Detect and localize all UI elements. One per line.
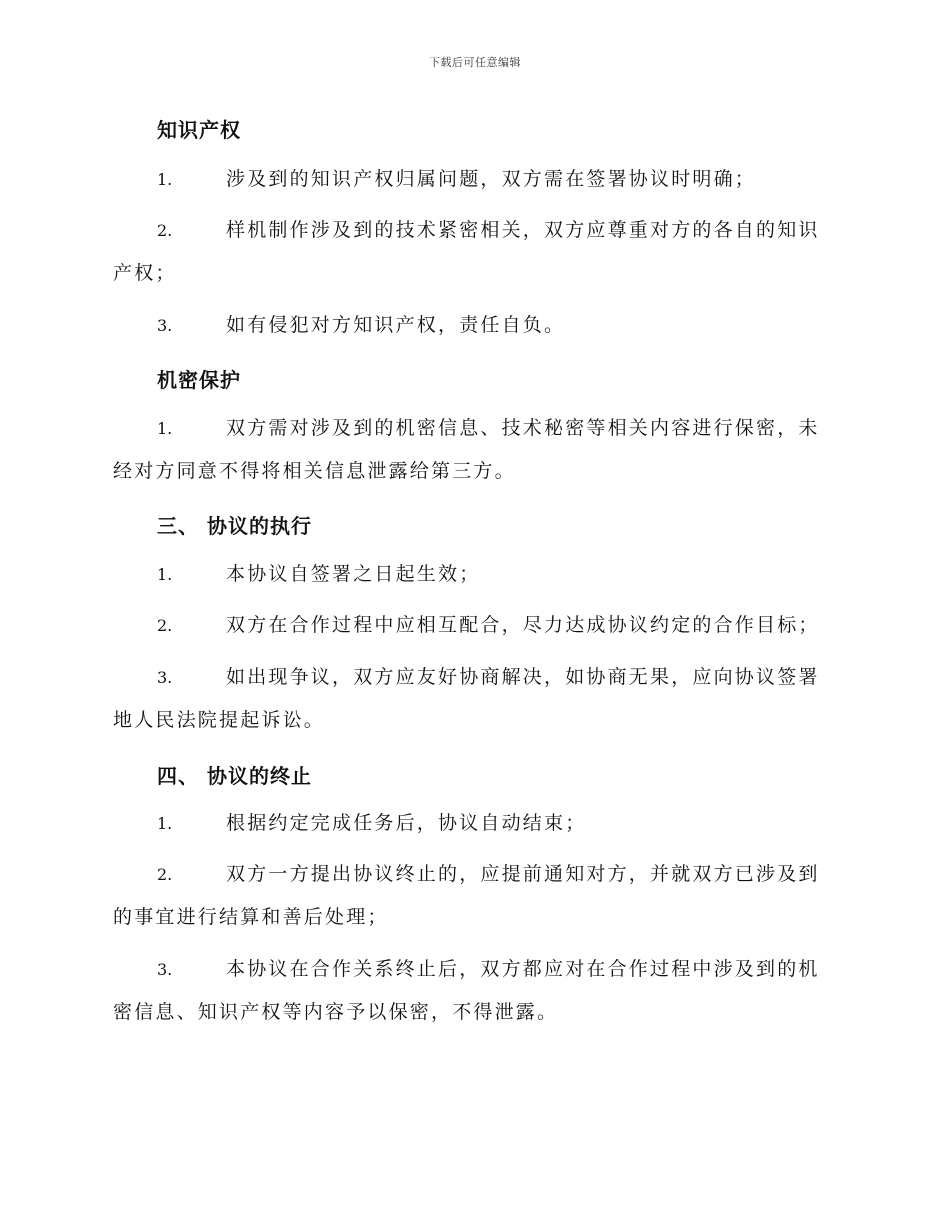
clause-ip-1 xyxy=(113,158,838,201)
clause-number: 3. xyxy=(157,960,173,979)
clause-number: 1. xyxy=(157,565,173,584)
clause-term-2 xyxy=(113,853,838,938)
clause-number: 2. xyxy=(157,616,173,635)
clause-number: 3. xyxy=(157,668,173,687)
clause-exec-1 xyxy=(113,553,838,596)
clause-text: 双方需对涉及到的机密信息、技术秘密等相关内容进行保密，未经对方同意不得将相关信息泄露给第三方。 xyxy=(113,417,820,482)
section-heading-execution: 三、 协议的执行 xyxy=(157,514,312,538)
clause-text: 双方在合作过程中应相互配合，尽力达成协议约定的合作目标； xyxy=(226,614,820,636)
clause-ip-2 xyxy=(113,209,838,294)
clause-number: 1. xyxy=(157,814,173,833)
clause-exec-3 xyxy=(113,656,838,741)
section-heading-ip: 知识产权 xyxy=(157,118,241,142)
clause-number: 1. xyxy=(157,419,173,438)
clause-text: 样机制作涉及到的技术紧密相关，双方应尊重对方的各自的知识产权； xyxy=(113,219,820,284)
clause-number: 2. xyxy=(157,221,173,240)
clause-text: 本协议在合作关系终止后，双方都应对在合作过程中涉及到的机密信息、知识产权等内容予以保密，不得泄露。 xyxy=(113,958,820,1023)
clause-term-3 xyxy=(113,948,838,1033)
clause-text: 双方一方提出协议终止的，应提前通知对方，并就双方已涉及到的事宜进行结算和善后处理； xyxy=(113,863,820,928)
clause-text: 如出现争议，双方应友好协商解决，如协商无果，应向协议签署地人民法院提起诉讼。 xyxy=(113,666,820,731)
clause-text: 根据约定完成任务后，协议自动结束； xyxy=(226,812,587,834)
clause-text: 涉及到的知识产权归属问题，双方需在签署协议时明确； xyxy=(226,168,757,190)
clause-text: 本协议自签署之日起生效； xyxy=(226,563,481,585)
section-heading-termination: 四、 协议的终止 xyxy=(157,764,312,788)
clause-text: 如有侵犯对方知识产权，责任自负。 xyxy=(226,314,566,336)
clause-exec-2 xyxy=(113,604,838,647)
clause-number: 2. xyxy=(157,865,173,884)
clause-conf-1 xyxy=(113,407,838,492)
page-header: 下载后可任意编辑 xyxy=(429,56,521,69)
clause-number: 3. xyxy=(157,316,173,335)
clause-term-1 xyxy=(113,802,838,845)
clause-number: 1. xyxy=(157,170,173,189)
clause-ip-3 xyxy=(113,304,838,347)
section-heading-confidentiality: 机密保护 xyxy=(157,368,241,392)
